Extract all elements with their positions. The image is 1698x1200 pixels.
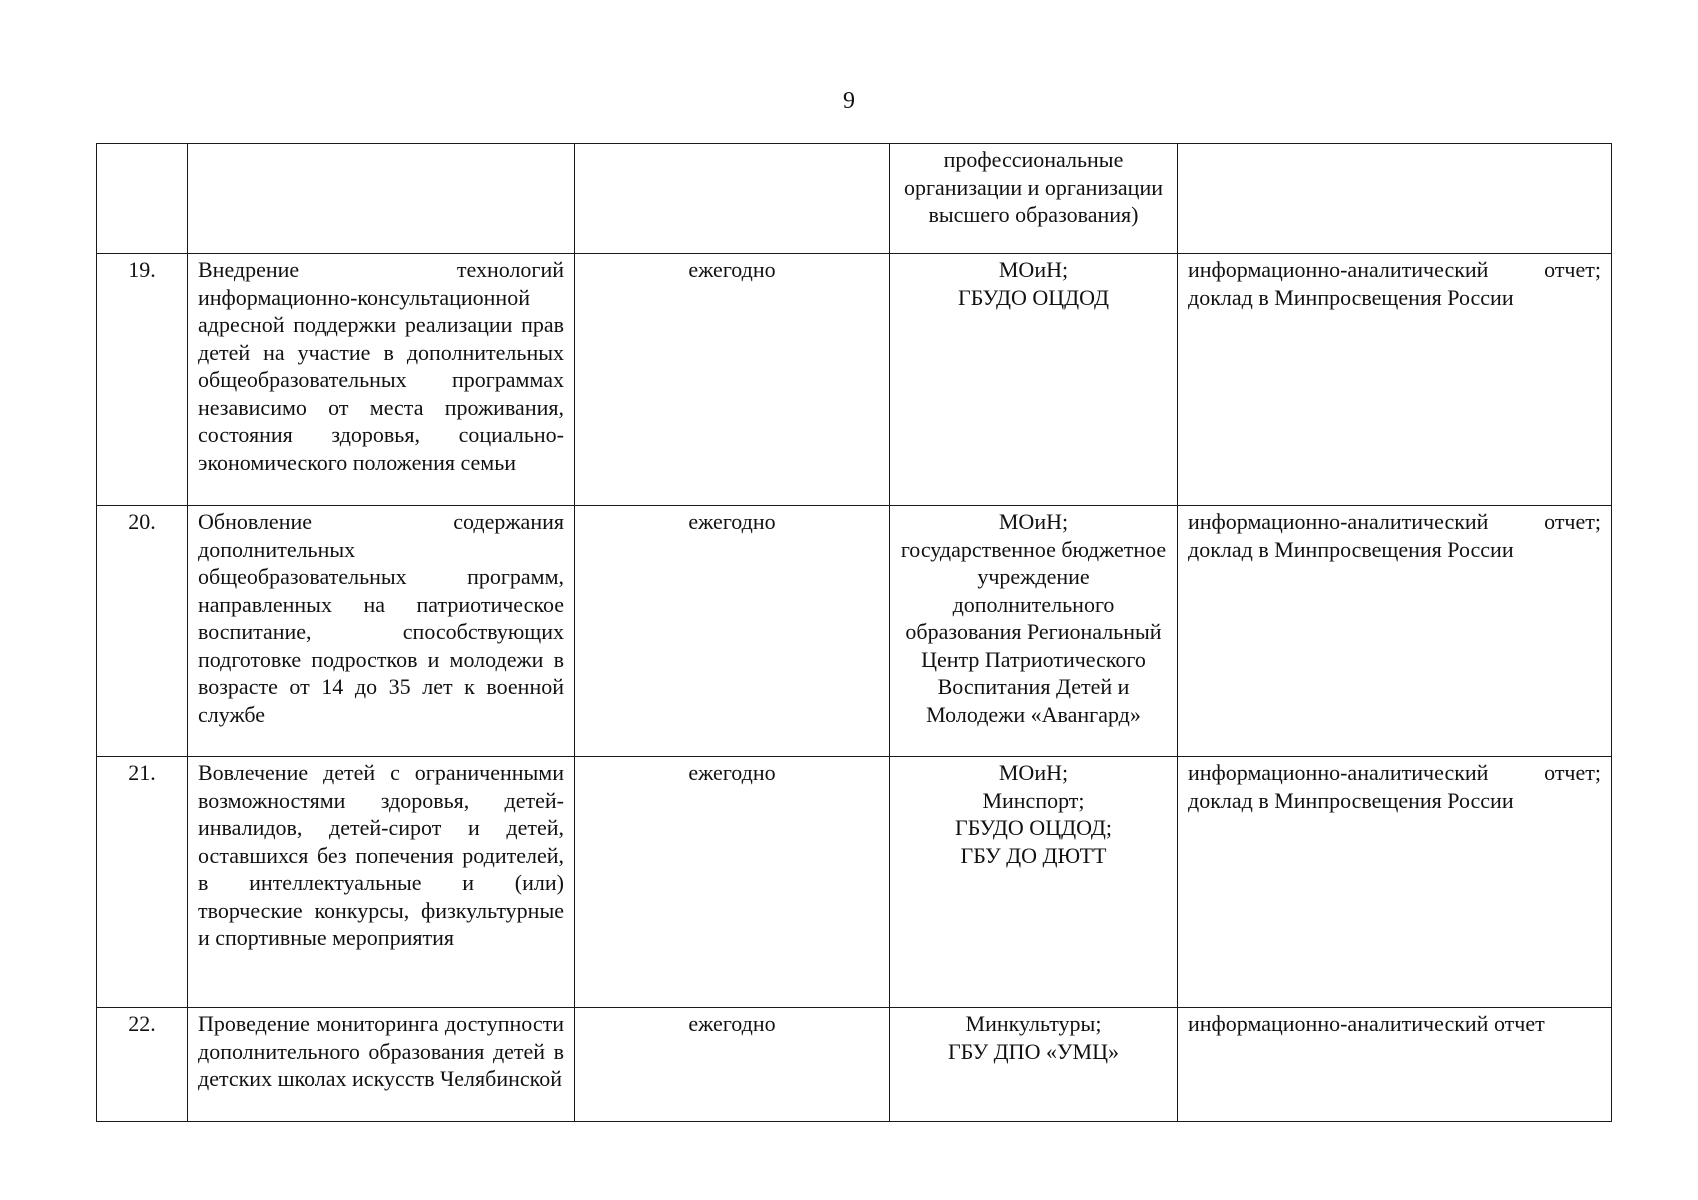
plan-table	[96, 143, 1612, 1122]
responsible-entry: МОиН;	[998, 257, 1069, 282]
responsible-entry: государственное бюджетное учреждение дополнительного образования Региональный Центр Патриотического Воспитания Детей и Молодежи «Авангард»	[900, 536, 1167, 727]
responsible-entry: ГБУДО ОЦДОД	[958, 284, 1109, 310]
responsible-cell	[890, 1008, 1178, 1122]
responsible-entry: МОиН;	[998, 760, 1069, 785]
responsible-entry: Минспорт;	[982, 787, 1085, 813]
activity-cell	[188, 144, 575, 254]
term-cell: ежегодно	[575, 757, 890, 1008]
row-number-cell	[97, 144, 188, 254]
responsible-cell	[890, 506, 1178, 757]
responsible-entry: МОиН;	[998, 509, 1069, 534]
continuation-row	[97, 144, 1612, 254]
responsible-cell	[890, 757, 1178, 1008]
result-cell: информационно-аналитический отчет; доклад в Минпросвещения России	[1178, 506, 1612, 757]
row-number-cell: 22.	[97, 1008, 188, 1122]
term-cell: ежегодно	[575, 254, 890, 506]
table-row	[97, 506, 1612, 757]
term-cell: ежегодно	[575, 506, 890, 757]
term-cell: ежегодно	[575, 1008, 890, 1122]
term-cell	[575, 144, 890, 254]
row-number-cell: 21.	[97, 757, 188, 1008]
result-cell: информационно-аналитический отчет	[1178, 1008, 1612, 1122]
row-number-cell: 19.	[97, 254, 188, 506]
activity-cell: Внедрение технологий информационно-консультационной адресной поддержки реализации прав детей на участие в дополнительных общеобразовательных программах независимо от места проживания, состояния здоровья, социально-экономического положения семьи	[188, 254, 575, 506]
responsible-entry: ГБУДО ОЦДОД;	[954, 815, 1113, 840]
table-row	[97, 254, 1612, 506]
result-cell: информационно-аналитический отчет; доклад в Минпросвещения России	[1178, 254, 1612, 506]
activity-cell: Вовлечение детей с ограниченными возможностями здоровья, детей-инвалидов, детей-сирот и детей, оставшихся без попечения родителей, в интеллектуальные и (или) творческие конкурсы, физкультурные и спортивные мероприятия	[188, 757, 575, 1008]
responsible-cell: профессиональные организации и организации высшего образования)	[890, 144, 1178, 254]
activity-cell: Обновление содержания дополнительных общеобразовательных программ, направленных на патриотическое воспитание, способствующих подготовке подростков и молодежи в возрасте от 14 до 35 лет к военной службе	[188, 506, 575, 757]
table-row	[97, 757, 1612, 1008]
row-number-cell: 20.	[97, 506, 188, 757]
page-number: 9	[843, 88, 855, 114]
responsible-entry: Минкультуры;	[965, 1011, 1102, 1036]
result-cell: информационно-аналитический отчет; доклад в Минпросвещения России	[1178, 757, 1612, 1008]
table-row	[97, 1008, 1612, 1122]
responsible-entry: ГБУ ДПО «УМЦ»	[948, 1038, 1119, 1064]
result-cell	[1178, 144, 1612, 254]
responsible-cell	[890, 254, 1178, 506]
responsible-entry: ГБУ ДО ДЮТТ	[960, 842, 1107, 868]
activity-cell: Проведение мониторинга доступности дополнительного образования детей в детских школах искусств Челябинской	[188, 1008, 575, 1122]
